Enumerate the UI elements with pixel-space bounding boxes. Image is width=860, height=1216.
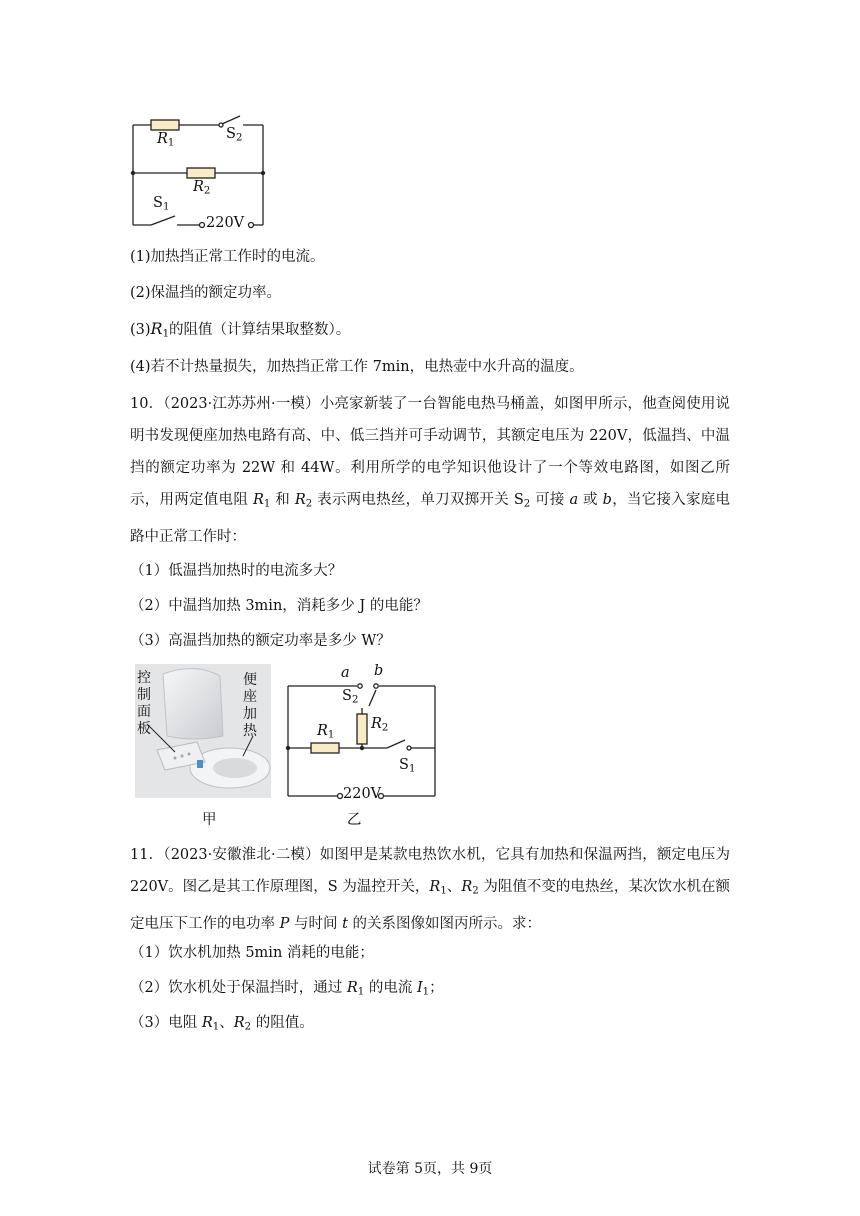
q10-circuit-label-b: b bbox=[374, 663, 384, 679]
q9-item-4: (4)若不计热量损失，加热挡正常工作 7min，电热壶中水升高的温度。 bbox=[130, 359, 584, 375]
q10-item-3: （3）高温挡加热的额定功率是多少 W？ bbox=[130, 633, 391, 649]
caption-yi: 乙 bbox=[347, 812, 362, 828]
q11-item-3: （3）电阻 $R_1$、$R_2$ 的阻值。 bbox=[130, 1015, 314, 1033]
q11-item-2: （2）饮水机处于保温挡时，通过 $R_1$ 的电流 $I_1$； bbox=[130, 980, 444, 998]
q11-stem: 11．（2023·安徽淮北·二模）如图甲是某款电热饮水机，它具有加热和保温两挡，额定电压为 220V。图乙是其工作原理图，S 为温控开关，$R_1$、$R_2$ 为阻值不变的电热丝，某次饮水机在额定电压下工作的电功率 P 与时间 t 的关系图像如图丙所示。求： bbox=[130, 847, 731, 932]
circuit-diagram-q9 bbox=[125, 110, 275, 235]
q9-label-voltage: 220V bbox=[206, 215, 245, 231]
q9-label-r2: $R_2$ bbox=[193, 179, 211, 197]
q10-circuit-label-voltage: 220V bbox=[343, 786, 382, 802]
q10-circuit-label-a: a bbox=[341, 665, 350, 681]
q9-item-3: $(3)R_1$的阻值（计算结果取整数）。 bbox=[130, 319, 351, 340]
q9-item-2: (2)保温挡的额定功率。 bbox=[130, 285, 282, 301]
q9-item-1: (1)加热挡正常工作时的电流。 bbox=[130, 249, 325, 265]
q10-circuit-label-r1: $R_1$ bbox=[317, 723, 335, 741]
q10-item-2: （2）中温挡加热 3min，消耗多少 J 的电能？ bbox=[130, 598, 428, 614]
toilet-seat-photo bbox=[135, 664, 271, 798]
q10-item-1: （1）低温挡加热时的电流多大？ bbox=[130, 563, 343, 579]
q10-circuit-label-r2: $R_2$ bbox=[371, 716, 389, 734]
q11-item-1: （1）饮水机加热 5min 消耗的电能； bbox=[130, 945, 374, 961]
circuit-diagram-q10 bbox=[285, 664, 440, 804]
q10-circuit-label-s2: $S_2$ bbox=[342, 688, 359, 706]
caption-jia: 甲 bbox=[202, 812, 217, 828]
photo-label-control-panel: 控 制 面 板 bbox=[137, 670, 151, 737]
page-footer: 试卷第 5页，共 9页 bbox=[367, 1161, 493, 1177]
photo-label-seat-heating: 便 座 加 热 bbox=[243, 672, 257, 739]
q9-label-s2: $S_2$ bbox=[226, 126, 243, 144]
q9-label-r1: $R_1$ bbox=[157, 131, 175, 149]
q9-label-s1: $S_1$ bbox=[153, 195, 170, 213]
q10-circuit-label-s1: $S_1$ bbox=[399, 757, 416, 775]
q10-stem: 10．（2023·江苏苏州·一模）小亮家新装了一台智能电热马桶盖，如图甲所示，他查阅使用说明书发现便座加热电路有高、中、低三挡并可手动调节，其额定电压为 220V，低温挡、中温挡的额定功率为 22W 和 44W。利用所学的电学知识他设计了一个等效电路图，如图乙所示，用两定值电阻 $R_1$ 和 $R_2$ 表示两电热丝，单刀双掷开关 $S_2$ 可接 a 或 b，当它接入家庭电路中正常工作时： bbox=[130, 396, 731, 545]
